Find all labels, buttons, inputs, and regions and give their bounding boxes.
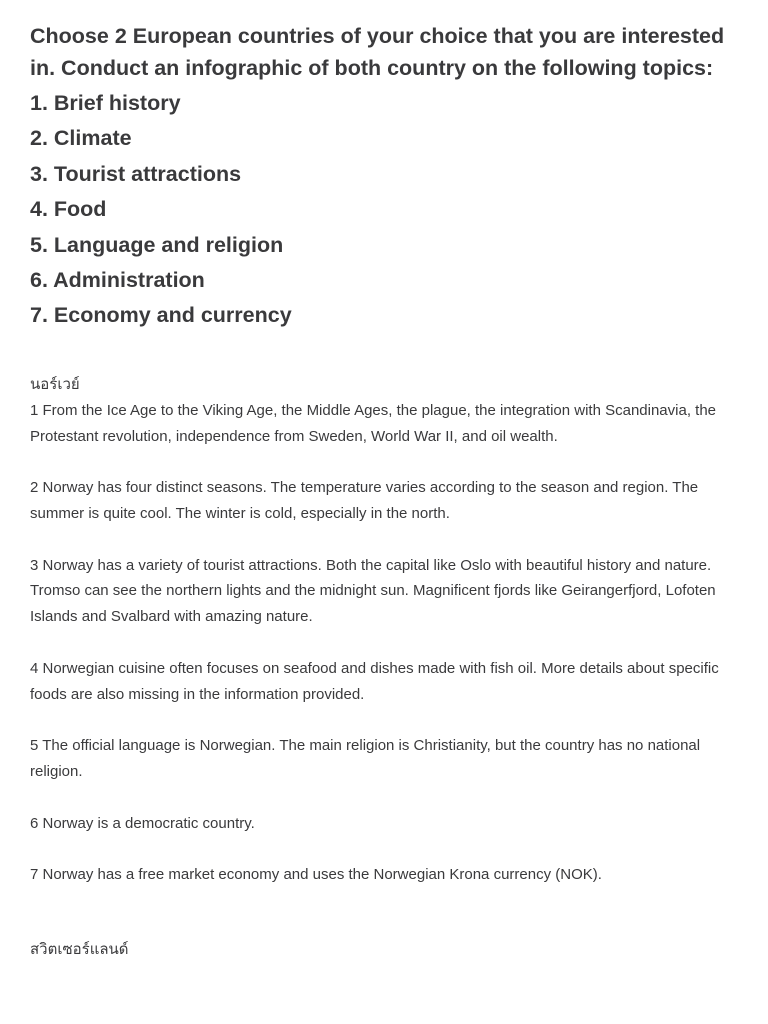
norway-language-paragraph: 5 The official language is Norwegian. The main religion is Christianity, but the country has no national religion.	[30, 737, 701, 780]
switzerland-heading: สวิตเซอร์แลนด์	[30, 940, 129, 958]
norway-history-paragraph: 1 From the Ice Age to the Viking Age, the Middle Ages, the plague, the integration with Scandinavia, the Protestant revolution, independence from Sweden, World War II, and oil wealth.	[30, 401, 717, 445]
norway-climate-paragraph: 2 Norway has four distinct seasons. The temperature varies according to the season and region. The summer is quite cool. The winter is cold, especially in the north.	[30, 479, 699, 523]
topic-item: 7. Economy and currency	[30, 303, 292, 328]
document-page	[30, 20, 742, 963]
norway-economy-paragraph: 7 Norway has a free market economy and uses the Norwegian Krona currency (NOK).	[30, 866, 602, 884]
norway-heading: นอร์เวย์	[30, 375, 80, 393]
topic-item: 6. Administration	[30, 268, 205, 293]
topic-list	[30, 86, 742, 334]
norway-attractions-paragraph: 3 Norway has a variety of tourist attractions. Both the capital like Oslo with beautiful history and nature. Tromso can see the northern lights and the midnight sun. Magnificent fjords like Geirangerfjord, Lofoten Islands and Svalbard with amazing nature.	[30, 556, 716, 626]
topic-item: 2. Climate	[30, 126, 132, 151]
norway-administration-paragraph: 6 Norway is a democratic country.	[30, 814, 255, 832]
topic-item: 1. Brief history	[30, 91, 181, 115]
topic-item: 4. Food	[30, 197, 107, 222]
topic-item: 3. Tourist attractions	[30, 161, 242, 186]
topic-item: 5. Language and religion	[30, 232, 284, 257]
norway-section	[30, 398, 742, 888]
assignment-intro: Choose 2 European countries of your choice that you are interested in. Conduct an infographic of both country on the following topics:	[30, 24, 725, 80]
norway-food-paragraph: 4 Norwegian cuisine often focuses on seafood and dishes made with fish oil. More details about specific foods are also missing in the information provided.	[30, 659, 719, 703]
